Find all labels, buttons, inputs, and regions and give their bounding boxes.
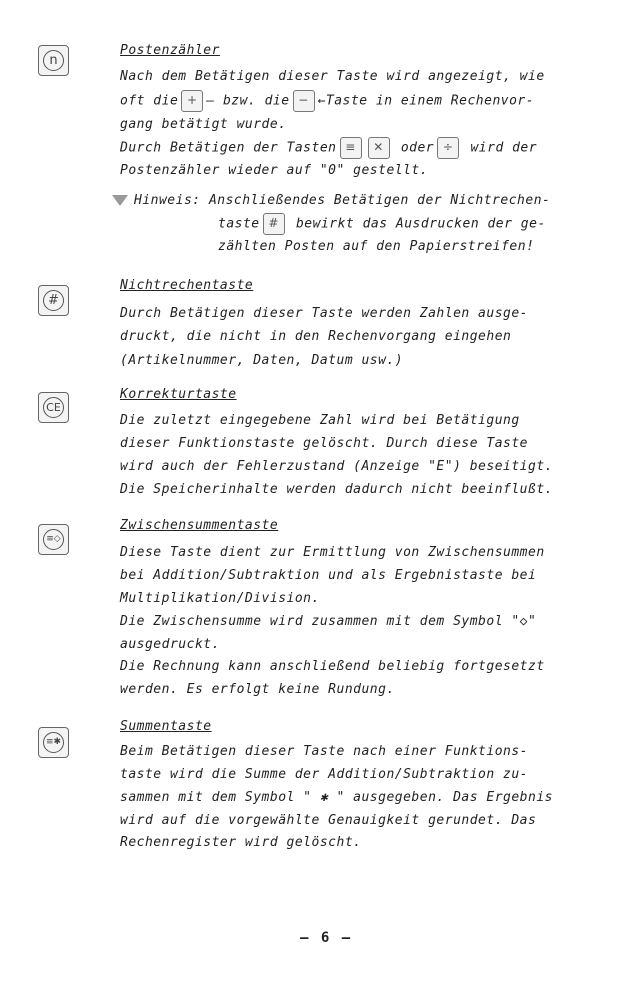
plus-key-icon: + bbox=[181, 90, 203, 112]
page-number: – 6 – bbox=[300, 930, 353, 946]
paragraph-line: Diese Taste dient zur Ermittlung von Zwischensummen bbox=[120, 545, 545, 560]
ce-key-icon bbox=[38, 392, 69, 423]
hint-line: zählten Posten auf den Papierstreifen! bbox=[218, 239, 535, 254]
paragraph-line: Multiplikation/Division. bbox=[120, 591, 320, 606]
paragraph-line: dieser Funktionstaste gelöscht. Durch diese Taste bbox=[120, 436, 529, 451]
paragraph-line: oft die + – bzw. die − ←Taste in einem Rechenvor- bbox=[120, 90, 534, 113]
ce-symbol: CE bbox=[43, 397, 64, 418]
section-heading-summentaste: Summentaste bbox=[120, 719, 212, 734]
subtotal-symbol: ≡◇ bbox=[43, 529, 64, 550]
paragraph-line: Postenzähler wieder auf "0" gestellt. bbox=[120, 163, 429, 178]
paragraph-line: sammen mit dem Symbol " ✱ " ausgegeben. Das Ergebnis bbox=[120, 790, 553, 805]
hint-line: taste # bewirkt das Ausdrucken der ge- bbox=[218, 213, 546, 236]
total-symbol: ≡✱ bbox=[43, 732, 64, 753]
paragraph-line: Durch Betätigen dieser Taste werden Zahlen ausge- bbox=[120, 306, 529, 321]
paragraph-line: druckt, die nicht in den Rechenvorgang eingehen bbox=[120, 329, 512, 344]
paragraph-line: Durch Betätigen der Tasten ≡ ✕ oder ÷ wird der bbox=[120, 137, 537, 160]
multiply-key-icon: ✕ bbox=[368, 137, 390, 159]
hash-key-icon bbox=[38, 285, 69, 316]
n-symbol: n bbox=[43, 50, 64, 71]
paragraph-line: Nach dem Betätigen dieser Taste wird angezeigt, wie bbox=[120, 69, 545, 84]
hash-symbol: # bbox=[43, 290, 64, 311]
paragraph-line: Die Zwischensumme wird zusammen mit dem Symbol "◇" bbox=[120, 614, 537, 629]
sum-key-icon: ≡ bbox=[340, 137, 362, 159]
paragraph-line: Die zuletzt eingegebene Zahl wird bei Betätigung bbox=[120, 413, 520, 428]
section-heading-nichtrechentaste: Nichtrechentaste bbox=[120, 278, 254, 293]
paragraph-line: gang betätigt wurde. bbox=[120, 117, 287, 132]
hash-key-icon: # bbox=[263, 213, 285, 235]
section-heading-korrekturtaste: Korrekturtaste bbox=[120, 387, 237, 402]
paragraph-line: Beim Betätigen dieser Taste nach einer Funktions- bbox=[120, 744, 529, 759]
paragraph-line: Die Speicherinhalte werden dadurch nicht beeinflußt. bbox=[120, 482, 553, 497]
paragraph-line: wird auch der Fehlerzustand (Anzeige "E") beseitigt. bbox=[120, 459, 553, 474]
section-heading-postenzaehler: Postenzähler bbox=[120, 43, 220, 58]
paragraph-line: taste wird die Summe der Addition/Subtraktion zu- bbox=[120, 767, 529, 782]
paragraph-line: bei Addition/Subtraktion und als Ergebnistaste bei bbox=[120, 568, 537, 583]
paragraph-line: werden. Es erfolgt keine Rundung. bbox=[120, 682, 395, 697]
warning-triangle-icon bbox=[112, 195, 128, 206]
hint-label: Hinweis: bbox=[134, 193, 201, 208]
paragraph-line: wird auf die vorgewählte Genauigkeit gerundet. Das bbox=[120, 813, 537, 828]
paragraph-line: (Artikelnummer, Daten, Datum usw.) bbox=[120, 353, 404, 368]
subtotal-key-icon bbox=[38, 524, 69, 555]
minus-key-icon: − bbox=[293, 90, 315, 112]
paragraph-line: Rechenregister wird gelöscht. bbox=[120, 835, 362, 850]
paragraph-line: ausgedruckt. bbox=[120, 637, 220, 652]
hint-line: Hinweis: Anschließendes Betätigen der Nichtrechen- bbox=[112, 190, 550, 213]
divide-key-icon: ÷ bbox=[437, 137, 459, 159]
total-key-icon bbox=[38, 727, 69, 758]
section-heading-zwischensummentaste: Zwischensummentaste bbox=[120, 518, 279, 533]
postenzaehler-key-icon bbox=[38, 45, 69, 76]
paragraph-line: Die Rechnung kann anschließend beliebig fortgesetzt bbox=[120, 659, 545, 674]
